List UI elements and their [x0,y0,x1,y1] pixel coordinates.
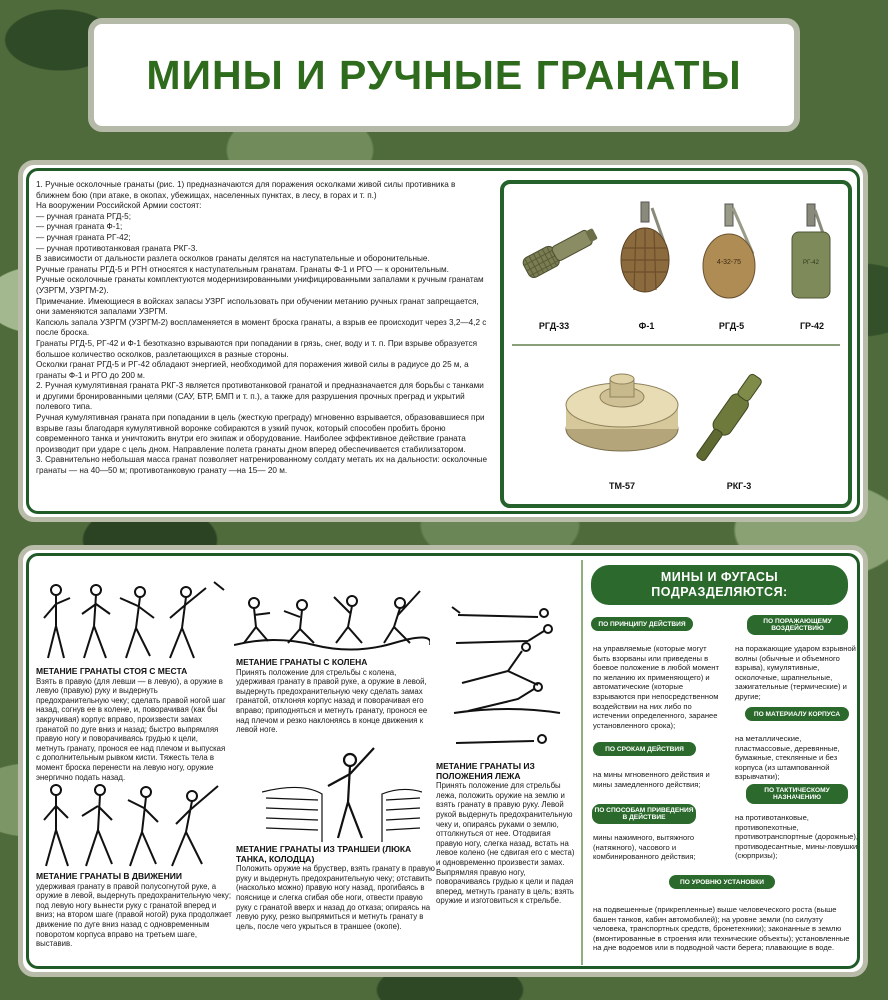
photo-divider [512,344,840,346]
grenade-photo-box [500,180,852,508]
main-paragraph: 1. Ручные осколочные гранаты (рис. 1) предназначаются для поражения осколками живой силы противника в ближнем бою (при атаке, в окопах, убежищах, населенных пунктах, в лесу, в горах и т. п.) [36,180,456,200]
kneeling-throw-section [236,658,432,735]
kneeling-throw-figures [234,585,430,653]
main-paragraph: — ручная граната РГ-42; [36,232,131,242]
main-paragraph: В зависимости от дальности разлета осколков гранаты делятся на наступательные и оборонительные. [36,254,430,264]
material-text: на металлические, пластмассовые, деревянные, бумажные, стеклянные и без корпуса (из штампованной взрывчатки); [735,734,840,782]
mines-heading: МИНЫ И ФУГАСЫ ПОДРАЗДЕЛЯЮТСЯ: [591,565,848,605]
prone-throw-figures [448,595,568,755]
material-pill: ПО МАТЕРИАЛУ КОРПУСА [745,707,849,721]
rkg3-label: РКГ-3 [726,481,752,491]
rg42-marking: РГ-42 [803,260,819,266]
trench-throw-title: МЕТАНИЕ ГРАНАТЫ ИЗ ТРАНШЕИ (ЛЮКА ТАНКА, КОЛОДЦА) [236,844,412,864]
moving-throw-figures [38,778,228,870]
f1-image [616,198,676,298]
main-paragraph: Капсюль запала УЗРГМ (УЗРГМ-2) воспламеняется в момент броска гранаты, а взрыв ее происходит через 3,2—4,2 с после броска. [36,317,487,338]
method-text: мины нажимного, вытяжного (натяжного), часового и комбинированного действия; [593,833,696,862]
main-paragraph: — ручная граната Ф-1; [36,222,123,232]
striking-pill: ПО ПОРАЖАЮЩЕМУ ВОЗДЕЙСТВИЮ [747,615,848,635]
install-pill: ПО УРОВНЮ УСТАНОВКИ [669,875,775,889]
gr42-image [784,202,839,302]
tactical-pill: ПО ТАКТИЧЕСКОМУ НАЗНАЧЕНИЮ [746,784,848,804]
moving-throw-title: МЕТАНИЕ ГРАНАТЫ В ДВИЖЕНИИ [36,871,182,881]
main-paragraph: 3. Сравнительно небольшая масса гранат позволяет натренированному солдату метать их на дальности: осколочные гранаты — на 40—50 м; противотанковую гранату —на 15— 20 м. [36,455,488,476]
trench-throw-section [236,845,436,931]
main-paragraph: На вооружении Российской Армии состоят: [36,201,202,211]
main-paragraph: — ручная граната РГД-5; [36,211,131,221]
standing-throw-figures [36,578,230,664]
rgd33-label: РГД-33 [538,321,570,331]
striking-text: на поражающие ударом взрывной волны (обычные и объемного взрыва), кумулятивные, осколочные, шрапнельные, зажигательные (термические) и другие; [735,644,856,701]
timing-pill: ПО СРОКАМ ДЕЙСТВИЯ [593,742,696,756]
main-paragraph: Осколки гранат РГД-5 и РГ-42 обладают энергией, необходимой для поражения живой силы в радиусе до 25 м, а гранаты Ф-1 и РГО до 200 м. [36,360,469,380]
kneeling-throw-title: МЕТАНИЕ ГРАНАТЫ С КОЛЕНА [236,657,368,667]
standing-throw-text: Взять в правую (для левши — в левую), а оружие в левую (правую) руку и выдернуть предохранительную чеку; сделать правой ногой шаг назад, согнув ее в колене, и, поворачивая (как бы закручивая) корпус вправо, произвести замах гранатой по дуге вниз и назад; быстро выпрямляя правую ногу и поворачиваясь грудью к цели, метнуть гранату, пронося ее над плечом и выпуская с дополнительным рывком кисти. Тяжесть тела в момент броска перенести на левую ногу, оружие энергично подать назад. [36,676,226,782]
prone-throw-title: МЕТАНИЕ ГРАНАТЫ ИЗ ПОЛОЖЕНИЯ ЛЕЖА [436,761,535,781]
main-paragraph: Ручные осколочные гранаты комплектуются модернизированными унифицированными запалами к ручным гранатам (УЗРГМ, УЗРГМ-2). [36,275,484,295]
prone-throw-section [436,762,576,906]
method-pill: ПО СПОСОБАМ ПРИВЕДЕНИЯ В ДЕЙСТВИЕ [592,804,696,824]
f1-label: Ф-1 [638,321,655,331]
trench-throw-text: Положить оружие на бруствер, взять гранату в правую руку и выдернуть предохранительную чеку; отставить (насколько можно) правую ногу назад, прогибаясь в пояснице и слегка сгибая обе ноги, отвести правую руку с гранатой вверх и назад до отказа; опираясь на левую руку, резко выпрямиться и метнуть гранату в цель, после чего укрыться в траншее (окопе). [236,864,435,931]
timing-text: на мины мгновенного действия и мины замедленного действия; [593,770,710,789]
principle-text: на управляемые (которые могут быть взорваны или приведены в боевое положение в любой момент по желанию их применяющего) и автоматические (которые взрываются при непосредственном воздействии на них либо по истечении определенного, заранее установленного срока); [593,644,719,730]
rkg3-image [674,362,784,472]
tm57-label: ТМ-57 [608,481,635,491]
kneeling-throw-text: Принять положение для стрельбы с колена, удерживая гранату в правой руке, а оружие в левой, выдернуть предохранительную чеку сделать замах гранатой, отклоняя корпус назад и поворачивая его вправо; приподняться и метнуть гранату, пронося ее над плечом и резко наклоняясь в конце движения к левой ноге. [236,667,428,735]
standing-throw-title: МЕТАНИЕ ГРАНАТЫ СТОЯ С МЕСТА [36,666,188,676]
trench-throw-figure [262,742,422,842]
rgd5-marking: 4-32-75 [716,259,742,266]
gr42-label: ГР-42 [799,321,825,331]
tactical-text: на противотанковые, противопехотные, противотранспортные (дорожные), противодесантные, мины-ловушки (сюрпризы); [735,813,859,861]
main-text-block [36,180,488,505]
main-paragraph: — ручная противотанковая граната РКГ-3. [36,243,198,253]
moving-throw-section [36,872,232,949]
main-paragraph: 2. Ручная кумулятивная граната РКГ-3 является противотанковой гранатой и предназначается для борьбы с танками и другими бронированными целями (САУ, БТР, БМП и т. п.), а также для разрушения прочных преград и укрытий полевого типа. [36,381,484,412]
rgd33-image [512,214,602,284]
install-text: на подвешенные (прикрепленные) выше человеческого роста (выше башен танков, кабин автомобилей); на уровне земли (по силуэту человека, транспортных средств, бронетехники); законанные в землю (вмонтированные в строения или технические объекты); установленные на дне водоемов или в подводной части берега; плавающие в воде. [593,905,850,953]
main-paragraph: Гранаты РГД-5, РГ-42 и Ф-1 безотказно взрываются при попадании в грязь, снег, воду и т. п. При взрыве образуется большое количество осколков, разлетающихся в разные стороны. [36,338,478,359]
page-title: МИНЫ И РУЧНЫЕ ГРАНАТЫ [146,51,742,98]
principle-pill: ПО ПРИНЦИПУ ДЕЙСТВИЯ [591,617,693,631]
moving-throw-text: удерживая гранату в правой полусогнутой руке, а оружие в левой, выдернуть предохранительную чеку; под левую ногу вынести руку с гранатой вперед и вниз; на втором шаге (правой ногой) рука продолжает движение по дуге вниз назад с одновременным поворотом корпуса вправо на третьем шаге, выставив. [36,881,232,949]
main-paragraph: Примечание. Имеющиеся в войсках запасы УЗРГ использовать при обучении метанию ручных гранат запрещается, они заменяются запалами УЗРГМ. [36,296,479,317]
rgd5-label: РГД-5 [718,321,745,331]
main-paragraph: Ручная кумулятивная граната при попадании в цель (жесткую преграду) мгновенно взрывается, образовавшиеся при взрыве газы благодаря кумулятивной воронке собираются в узкий пучок, который способен пробить броню современного танка и уничтожить внутри его экипаж и оборудование. Наиболее эффективное действие граната производит при ударе с цель дном. Направление полета гранаты дном вперед обеспечивается стабилизатором. [36,413,485,454]
bottom-divider [581,560,583,965]
prone-throw-text: Принять положение для стрельбы лежа, положить оружие на землю и взять гранату в правую руку. Левой рукой выдернуть предохранительную чеку и, опираясь руками о землю, оттолкнуться от нее. Отодвигая правую ногу, слегка назад, встать на левое колено (не сдвигая его с места) и одновременно произвести замах. Выпрямляя правую ногу, поворачиваясь грудью к цели и падая вперед, метнуть гранату в цель; взять оружие и изготовиться к стрельбе. [436,781,575,906]
title-banner [88,18,800,132]
standing-throw-section [36,667,228,782]
rgd5-image [699,202,764,302]
tm57-image [562,369,682,469]
main-paragraph: Ручные гранаты РГД-5 и РГН относятся к наступательным гранатам. Гранаты Ф-1 и РГО — к оронительным. [36,264,449,274]
